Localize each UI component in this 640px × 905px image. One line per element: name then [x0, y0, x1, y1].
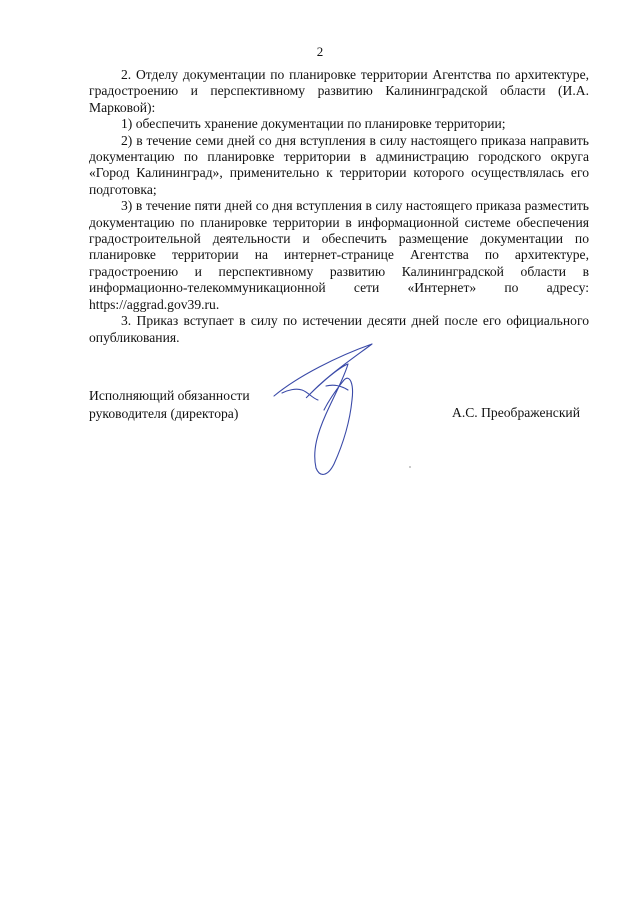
paragraph-subitem-3: 3) в течение пяти дней со дня вступления в силу настоящего приказа разместить документацию по планировке территории в информационной системе обеспечения градостроительной деятельности и обеспечить размещение документации по планировке территории на интернет-странице Агентства по архитектуре, градостроению и перспективному развитию Калининградской области в информационно-телекоммуникационной сети «Интернет» по адресу: https://aggrad.gov39.ru. — [89, 198, 589, 312]
signer-position-line-2: руководителя (директора) — [89, 406, 239, 421]
document-body — [89, 67, 589, 346]
scan-speck — [409, 466, 411, 468]
paragraph-item-3: 3. Приказ вступает в силу по истечении десяти дней после его официального опубликования. — [89, 313, 589, 345]
paragraph-subitem-2: 2) в течение семи дней со дня вступления в силу настоящего приказа направить документацию по планировке территории в администрацию городского округа «Город Калининград», применительно к территории которого осуществлялась его подготовка; — [89, 132, 589, 197]
paragraph-item-2: 2. Отделу документации по планировке территории Агентства по архитектуре, градостроению и перспективному развитию Калининградской области (И.А. Марковой): — [89, 67, 589, 115]
handwritten-signature — [268, 338, 388, 483]
page-number: 2 — [316, 44, 324, 59]
signer-position — [89, 387, 250, 423]
signer-position-line-1: Исполняющий обязанности — [89, 388, 250, 403]
signer-name: А.С. Преображенский — [452, 405, 580, 420]
paragraph-subitem-1: 1) обеспечить хранение документации по планировке территории; — [121, 116, 506, 132]
